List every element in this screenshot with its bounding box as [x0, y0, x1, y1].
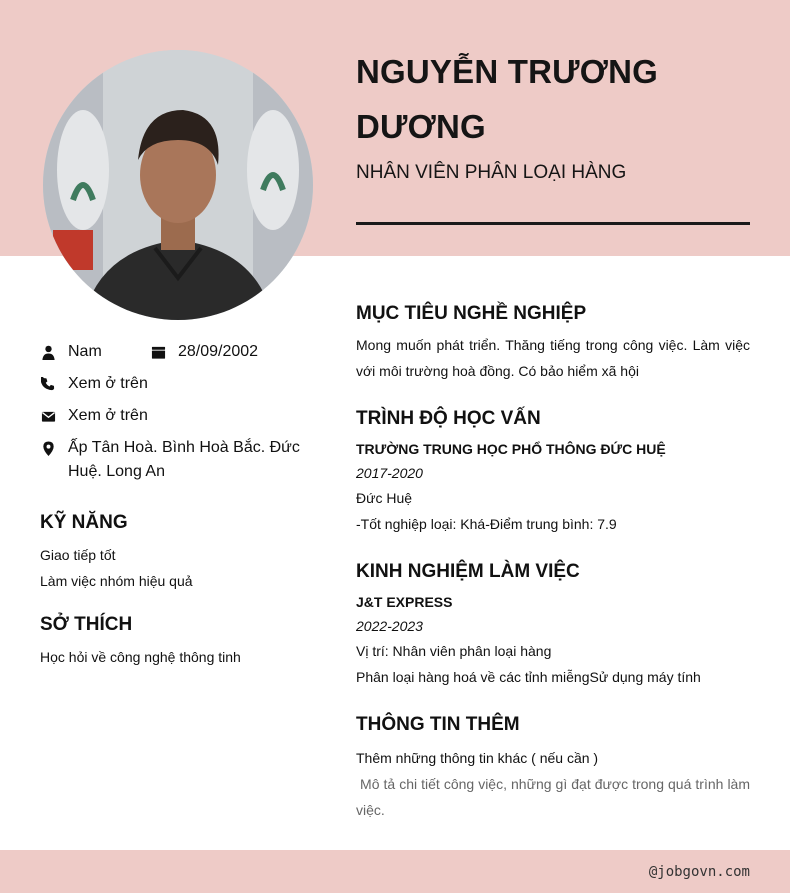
title-divider	[356, 222, 750, 225]
person-icon	[40, 340, 56, 364]
education-period: 2017-2020	[356, 465, 423, 481]
footer-watermark: @jobgovn.com	[648, 864, 750, 880]
additional-line2: Mô tả chi tiết công việc, những gì đạt được trong quá trình làm việc.	[356, 776, 754, 818]
gender-row	[40, 340, 102, 364]
candidate-name-line2: DƯƠNG	[356, 108, 486, 145]
candidate-name-line1: NGUYỄN TRƯƠNG	[356, 53, 658, 90]
location-pin-icon	[40, 436, 56, 460]
phone-row	[40, 372, 148, 396]
objective-text: Mong muốn phát triển. Thăng tiếng trong công việc. Làm việc với môi trường hoà đồng. Có bảo hiểm xã hội	[356, 337, 750, 379]
school-name: TRƯỜNG TRUNG HỌC PHỔ THÔNG ĐỨC HUỆ	[356, 441, 666, 457]
job-title: NHÂN VIÊN PHÂN LOẠI HÀNG	[356, 162, 627, 183]
experience-duties: Phân loại hàng hoá về các tỉnh miễngSử dụng máy tính	[356, 669, 701, 685]
education-location: Đức Huệ	[356, 490, 413, 506]
hobby-item: Học hỏi về công nghệ thông tinh	[40, 649, 241, 665]
company-name: J&T EXPRESS	[356, 594, 453, 610]
portrait-photo-icon	[43, 50, 313, 320]
address-line2: Huệ. Long An	[68, 463, 165, 480]
skill-item: Làm việc nhóm hiệu quả	[40, 573, 193, 589]
profile-photo	[43, 50, 313, 320]
experience-heading: KINH NGHIỆM LÀM VIỆC	[356, 561, 580, 582]
phone-value: Xem ở trên	[68, 375, 148, 392]
experience-position: Vị trí: Nhân viên phân loại hàng	[356, 643, 552, 659]
additional-heading: THÔNG TIN THÊM	[356, 714, 520, 735]
address-line1: Ấp Tân Hoà. Bình Hoà Bắc. Đức	[68, 439, 300, 456]
gender-value: Nam	[68, 343, 102, 360]
calendar-icon	[150, 340, 166, 364]
candidate-name	[356, 44, 756, 154]
address-value	[68, 436, 300, 484]
experience-period: 2022-2023	[356, 618, 423, 634]
skill-item: Giao tiếp tốt	[40, 547, 116, 563]
skills-heading: KỸ NĂNG	[40, 512, 128, 533]
birthdate-value: 28/09/2002	[178, 343, 259, 360]
mail-icon	[40, 404, 56, 428]
birthdate-row	[150, 340, 258, 364]
hobbies-heading: SỞ THÍCH	[40, 614, 133, 635]
objective-heading: MỤC TIÊU NGHỀ NGHIỆP	[356, 303, 587, 324]
address-row	[40, 436, 310, 484]
email-row	[40, 404, 148, 428]
additional-line1: Thêm những thông tin khác ( nếu cần )	[356, 750, 599, 766]
phone-icon	[40, 372, 56, 396]
education-heading: TRÌNH ĐỘ HỌC VẤN	[356, 408, 541, 429]
email-value: Xem ở trên	[68, 407, 148, 424]
education-result: -Tốt nghiệp loại: Khá-Điểm trung bình: 7.9	[356, 516, 617, 532]
